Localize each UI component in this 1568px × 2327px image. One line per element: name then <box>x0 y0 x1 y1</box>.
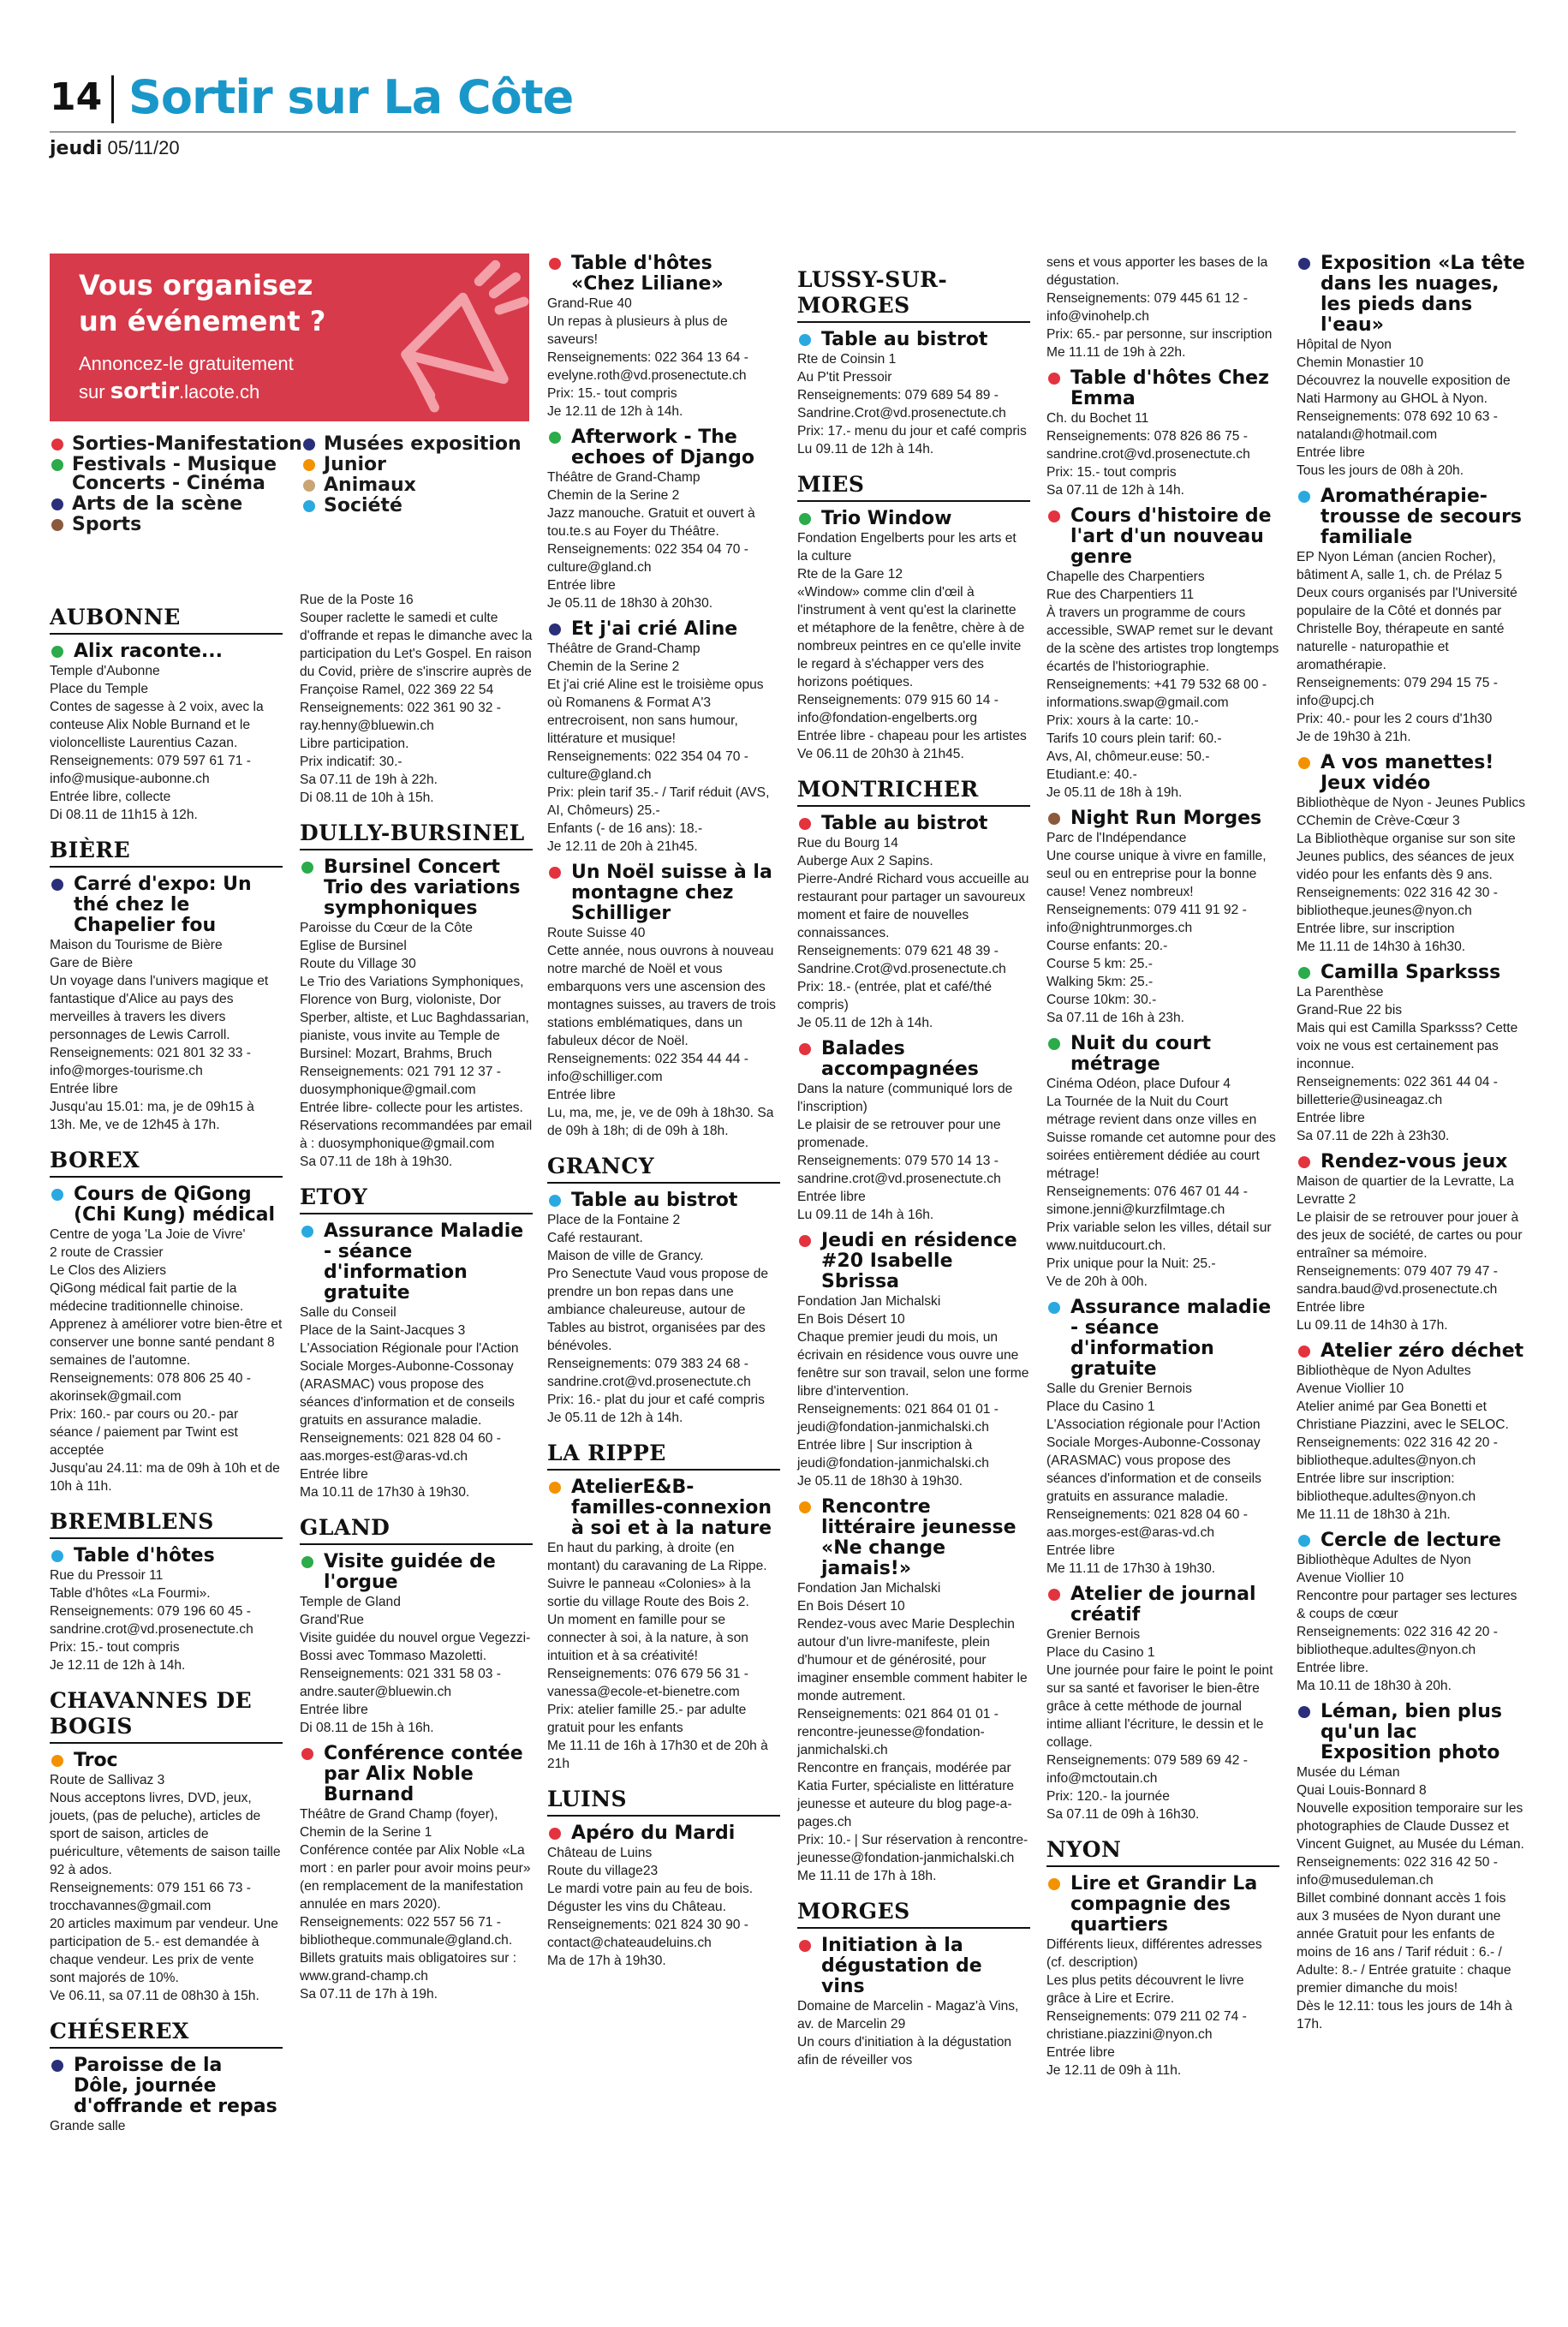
event-listing[interactable] <box>1046 254 1279 361</box>
event-listing[interactable] <box>547 254 780 421</box>
event-title-text: Rendez-vous jeux <box>1321 1151 1508 1172</box>
event-details: Parc de l'Indépendance Une course unique à vivre en famille, seul ou en entreprise pour la bonne cause! Venez nombreux! Renseignements: 079 411 91 92 - info@nightrunmorges.ch Course enfants: 20.- Course 5 km: 25.- Walking 5km: 25.- Course 10km: 30.- Sa 07.11 de 16h à 23h. <box>1046 831 1267 1025</box>
legend-label: Animaux <box>324 474 416 496</box>
town-heading: ETOY <box>300 1184 533 1214</box>
banner-brand: sortir <box>110 379 180 404</box>
event-title-text: Assurance maladie - séance d'information gratuite <box>1070 1297 1272 1380</box>
event-details: Musée du Léman Quai Louis-Bonnard 8 Nouvelle exposition temporaire sur les photographies de Claude Dussez et Vincent Guignet, au Musée du Léman. Renseignements: 022 316 42 50 - info@museduleman.ch Billet combiné donnant accès 1 fois aux 3 musées de Nyon durant une année Gratuit pour les enfants de moins de 16 ans / Tarif réduit : 6.- / Adulte: 8.- / Entrée gratuite : chaque premier dimanche du mois! Dès le 12.11: tous les jours de 14h à 17h. <box>1297 1765 1524 2032</box>
event-listing[interactable] <box>1046 1298 1279 1578</box>
category-dot-icon <box>1048 1589 1060 1601</box>
event-listing[interactable] <box>1046 506 1279 802</box>
event-listing[interactable] <box>1297 486 1529 746</box>
event-details: Maison du Tourisme de Bière Gare de Bière Un voyage dans l'univers magique et fantastique d'Alice au pays des merveilles à travers les divers personnages de Lewis Carroll. Renseignements: 021 801 32 33 - info@morges-tourisme.ch Entrée libre Jusqu'au 15.01: ma, je de 09h15 à 13h. Me, ve de 12h45 à 17h. <box>50 938 269 1132</box>
event-listing[interactable] <box>300 1744 533 2003</box>
legend-label: Sorties-Manifestation <box>72 433 302 455</box>
event-title-text: Exposition «La tête dans les nuages, les pieds dans l'eau» <box>1321 253 1525 336</box>
town-heading: MIES <box>797 472 1030 502</box>
event-title <box>547 427 780 468</box>
event-title-text: Balades accompagnées <box>821 1038 979 1080</box>
legend-label: Société <box>324 495 402 516</box>
category-dot-icon <box>799 334 811 346</box>
event-title-text: Table au bistrot <box>571 1190 738 1211</box>
legend-right <box>301 435 522 517</box>
event-listing[interactable] <box>50 641 283 824</box>
event-title <box>797 1497 1030 1579</box>
category-dot-icon <box>1298 258 1310 270</box>
town-heading: CHAVANNES DE BOGIS <box>50 1688 283 1744</box>
event-title-text: Assurance Maladie - séance d'information gratuite <box>324 1220 524 1304</box>
issue-date-value: 05/11/20 <box>107 137 180 158</box>
event-title <box>1046 1034 1279 1075</box>
event-listing[interactable] <box>1046 368 1279 499</box>
event-title <box>1046 1874 1279 1936</box>
event-details: Domaine de Marcelin - Magaz'à Vins, av. de Marcelin 29 Un cours d'initiation à la dégustation afin de réveiller vos <box>797 1999 1019 2067</box>
event-listing[interactable] <box>797 814 1030 1032</box>
event-details: Salle du Grenier Bernois Place du Casino 1 L'Association régionale pour l'Action Sociale Morges-Aubonne-Cossonay (ARASMAC) vous propose des séances d'information et de conseils gratuits en assurance maladie. Renseignements: 021 828 04 60 - aas.morges-est@aras-vd.ch Entrée libre Me 11.11 de 17h30 à 19h30. <box>1046 1381 1261 1576</box>
event-listing[interactable] <box>50 1751 283 2005</box>
town-heading: GLAND <box>300 1515 533 1545</box>
event-details: Place de la Fontaine 2 Café restaurant. Maison de ville de Grancy. Pro Senectute Vaud vous propose de prendre un bon repas dans une ambiance chaleureuse, autour de Tables au bistrot, organisées par des bénévoles. Renseignements: 079 383 24 68 - sandrine.crot@vd.prosenectute.ch Prix: 16.- plat du jour et café compris Je 05.11 de 12h à 14h. <box>547 1213 769 1425</box>
event-listing[interactable] <box>50 874 283 1134</box>
event-title <box>300 1552 533 1593</box>
category-dot-icon <box>1298 491 1310 503</box>
event-listing[interactable] <box>300 591 533 807</box>
event-title-text: Camilla Sparksss <box>1321 962 1501 983</box>
event-details: Rue de la Poste 16 Souper raclette le samedi et culte d'offrande et repas le dimanche avec la participation du Let's Gospel. En raison du Covid, prière de s'inscrire auprès de Françoise Ramel, 022 369 22 54 Renseignements: 022 361 90 32 - ray.henny@bluewin.ch Libre participation. Prix indicatif: 30.- Sa 07.11 de 19h à 22h. Di 08.11 de 10h à 15h. <box>300 593 533 805</box>
event-title <box>1297 254 1529 336</box>
event-details: Salle du Conseil Place de la Saint-Jacques 3 L'Association Régionale pour l'Action Sociale Morges-Aubonne-Cossonay (ARASMAC) vous propose des séances d'information et de conseils gratuits en assurance maladie. Renseignements: 021 828 04 60 - aas.morges-est@aras-vd.ch Entrée libre Ma 10.11 de 17h30 à 19h30. <box>300 1305 519 1500</box>
event-title <box>1297 1152 1529 1172</box>
town-heading: CHÉSEREX <box>50 2019 283 2049</box>
category-dot-icon <box>549 1482 561 1494</box>
event-details: Ch. du Bochet 11 Renseignements: 078 826 86 75 - sandrine.crot@vd.prosenectute.ch Prix: 15.- tout compris Sa 07.11 de 12h à 14h. <box>1046 411 1250 498</box>
event-title-text: Troc <box>74 1750 118 1771</box>
legend-label: Arts de la scène <box>72 493 243 515</box>
banner-sur: sur <box>79 381 105 403</box>
megaphone-icon <box>373 257 529 420</box>
banner-link[interactable] <box>79 379 259 405</box>
event-listing[interactable] <box>797 509 1030 763</box>
category-dot-icon <box>799 1043 811 1055</box>
category-dot-icon <box>51 519 63 531</box>
category-dot-icon <box>301 1226 313 1238</box>
event-details: Chapelle des Charpentiers Rue des Charpentiers 11 À travers un programme de cours accessible, SWAP remet sur le devant de la scène des artistes trop longtemps écartés de l'historiographie. Renseignements: +41 79 532 68 00 - informations.swap@gmail.com Prix: xours à la carte: 10.- Tarifs 10 cours plein tarif: 60.- Avs, AI, chômeur.euse: 50.- Etudiant.e: 40.- Je 05.11 de 18h à 19h. <box>1046 570 1279 800</box>
event-listing[interactable] <box>797 1231 1030 1490</box>
town-heading: GRANCY <box>547 1154 780 1184</box>
category-dot-icon <box>51 498 63 510</box>
event-title <box>300 1221 533 1304</box>
event-details: Bibliothèque de Nyon - Jeunes Publics CChemin de Crève-Cœur 3 La Bibliothèque organise sur son site Jeunes publics, des séances de jeux vidéo pour les enfants dès 9 ans. Renseignements: 022 316 42 30 - bibliotheque.jeunes@nyon.ch Entrée libre, sur inscription Me 11.11 de 14h30 à 16h30. <box>1297 796 1525 954</box>
town-heading: BIÈRE <box>50 838 283 868</box>
agenda-column-5 <box>1046 254 1279 2086</box>
event-title <box>1046 506 1279 568</box>
event-details: Différents lieux, différentes adresses (cf. description) Les plus petits découvrent le livre grâce à Lire et Ecrire. Renseignements: 079 211 02 74 - christiane.piazzini@nyon.ch Entrée libre Je 12.11 de 09h à 11h. <box>1046 1937 1262 2078</box>
town-heading: BREMBLENS <box>50 1509 283 1539</box>
town-heading: DULLY-BURSINEL <box>300 820 533 850</box>
event-title-text: Initiation à la dégustation de vins <box>821 1935 982 1997</box>
event-title <box>797 509 1030 529</box>
event-details: Théâtre de Grand-Champ Chemin de la Serine 2 Jazz manouche. Gratuit et ouvert à tou.te.s au Foyer du Théâtre. Renseignements: 022 354 04 70 - culture@gland.ch Entrée libre Je 05.11 de 18h30 à 20h30. <box>547 470 755 611</box>
event-title-text: A vos manettes! Jeux vidéo <box>1321 752 1494 794</box>
event-title-text: Alix raconte... <box>74 641 223 662</box>
issue-date <box>50 137 180 159</box>
event-title <box>1297 963 1529 983</box>
event-details: Temple d'Aubonne Place du Temple Contes de sagesse à 2 voix, avec la conteuse Alix Noble Burnand et le violoncelliste Laurentius Cazan. Renseignements: 079 597 61 71 - info@musique-aubonne.ch Entrée libre, collecte Di 08.11 de 11h15 à 12h. <box>50 664 264 822</box>
category-dot-icon <box>1298 1706 1310 1718</box>
event-details: Rte de Coinsin 1 Au P'tit Pressoir Renseignements: 079 689 54 89 - Sandrine.Crot@vd.prosenectute.ch Prix: 17.- menu du jour et café compris Lu 09.11 de 12h à 14h. <box>797 352 1027 456</box>
event-title <box>50 1751 283 1771</box>
event-title-text: Visite guidée de l'orgue <box>324 1551 496 1593</box>
event-details: Fondation Jan Michalski En Bois Désert 10 Rendez-vous avec Marie Desplechin autour d'un livre-manifeste, plein d'humour et de générosité, pour imaginer ensemble comment habiter le monde autrement. Renseignements: 021 864 01 01 - rencontre-jeunesse@fondation-janmichalski.ch Rencontre en français, modérée par Katia Furter, spécialiste en littérature jeunesse et auteure du blog page-a-pages.ch Prix: 10.- | Sur réservation à rencontre-jeunesse@fondation-janmichalski.ch Me 11.11 de 17h à 18h. <box>797 1581 1028 1883</box>
category-dot-icon <box>1298 1345 1310 1357</box>
event-listing[interactable] <box>1297 254 1529 480</box>
category-dot-icon <box>1048 373 1060 385</box>
event-title-text: Atelier de journal créatif <box>1070 1584 1256 1626</box>
event-details: Château de Luins Route du village23 Le mardi votre pain au feu de bois. Déguster les vins du Château. Renseignements: 021 824 30 90 - contact@chateaudeluins.ch Ma de 17h à 19h30. <box>547 1846 754 1968</box>
category-dot-icon <box>1048 1302 1060 1314</box>
event-title <box>50 1546 283 1566</box>
event-title <box>1297 753 1529 794</box>
event-details: sens et vous apporter les bases de la dégustation. Renseignements: 079 445 61 12 - info@vinohelp.ch Prix: 65.- par personne, sur inscription Me 11.11 de 19h à 22h. <box>1046 255 1273 360</box>
event-title <box>1046 368 1279 409</box>
category-dot-icon <box>1048 813 1060 825</box>
event-title-text: Afterwork - The echoes of Django <box>571 427 754 468</box>
event-title-text: Un Noël suisse à la montagne chez Schilliger <box>571 862 772 924</box>
event-details: Grand-Rue 40 Un repas à plusieurs à plus de saveurs! Renseignements: 022 364 13 64 - evelyne.roth@vd.prosenectute.ch Prix: 15.- tout compris Je 12.11 de 12h à 14h. <box>547 296 748 419</box>
header-divider <box>111 75 114 123</box>
category-dot-icon <box>1298 1156 1310 1168</box>
event-details: Maison de quartier de la Levratte, La Levratte 2 Le plaisir de se retrouver pour jouer à des jeux de société, de cartes ou pour entraîner sa mémoire. Renseignements: 079 407 79 47 - sandra.baud@vd.prosenectute.ch Entrée libre Lu 09.11 de 14h30 à 17h. <box>1297 1174 1523 1333</box>
legend-item <box>301 435 522 454</box>
event-title <box>50 1184 283 1226</box>
town-heading: LUSSY-SUR-MORGES <box>797 267 1030 323</box>
header-rule <box>50 131 1516 133</box>
event-listing[interactable] <box>1297 1341 1529 1524</box>
town-heading: NYON <box>1046 1837 1279 1867</box>
event-details: Théâtre de Grand-Champ Chemin de la Serine 2 Et j'ai crié Aline est le troisième opus où Romanens & Format A'3 entrecroisent, non sans humour, littérature et musique! Renseignements: 022 354 04 70 - culture@gland.ch Prix: plein tarif 35.- / Tarif réduit (AVS, AI, Chômeurs) 25.- Enfants (- de 16 ans): 18.- Je 12.11 de 20h à 21h45. <box>547 641 770 854</box>
event-title-text: Trio Window <box>821 508 952 529</box>
event-title <box>547 1477 780 1539</box>
event-listing[interactable] <box>300 857 533 1171</box>
legend-left <box>50 435 302 536</box>
category-dot-icon <box>51 459 63 471</box>
agenda-column-2 <box>300 591 533 2010</box>
event-title <box>1297 486 1529 548</box>
page-number: 14 <box>50 75 103 119</box>
legend-item <box>301 497 522 516</box>
event-title <box>797 1039 1030 1080</box>
category-dot-icon <box>303 500 315 512</box>
event-listing[interactable] <box>547 1190 780 1427</box>
event-listing[interactable] <box>1297 1152 1529 1334</box>
event-title-text: Conférence contée par Alix Noble Burnand <box>324 1743 523 1805</box>
event-title-text: Table d'hôtes <box>74 1545 215 1566</box>
category-dot-icon <box>799 513 811 525</box>
agenda-column-1 <box>50 591 283 2142</box>
event-title-text: Cours d'histoire de l'art d'un nouveau genre <box>1070 505 1272 568</box>
event-title <box>1297 1530 1529 1551</box>
category-dot-icon <box>1048 1878 1060 1890</box>
event-details: Temple de Gland Grand'Rue Visite guidée du nouvel orgue Vegezzi-Bossi avec Tommaso Mazoletti. Renseignements: 021 331 58 03 - andre.sauter@bluewin.ch Entrée libre Di 08.11 de 15h à 16h. <box>300 1595 531 1735</box>
event-details: Rue du Pressoir 11 Table d'hôtes «La Fourmi». Renseignements: 079 196 60 45 - sandrine.crot@vd.prosenectute.ch Prix: 15.- tout compris Je 12.11 de 12h à 14h. <box>50 1568 253 1673</box>
event-title-text: AtelierE&B-familles-connexion à soi et à la nature <box>571 1477 772 1539</box>
event-listing[interactable] <box>50 1184 283 1495</box>
category-dot-icon <box>549 867 561 879</box>
town-heading: MONTRICHER <box>797 777 1030 807</box>
category-dot-icon <box>549 432 561 444</box>
event-details: Dans la nature (communiqué lors de l'inscription) Le plaisir de se retrouver pour une promenade. Renseignements: 079 570 14 13 - sandrine.crot@vd.prosenectute.ch Entrée libre Lu 09.11 de 14h à 16h. <box>797 1082 1013 1222</box>
event-title-text: Night Run Morges <box>1070 808 1262 829</box>
event-title-text: Cours de QiGong (Chi Kung) médical <box>74 1184 276 1226</box>
town-heading: LUINS <box>547 1787 780 1817</box>
section-title: Sortir sur La Côte <box>128 70 574 124</box>
category-dot-icon <box>549 258 561 270</box>
event-details: Bibliothèque de Nyon Adultes Avenue Viollier 10 Atelier animé par Gea Bonetti et Christiane Piazzini, avec le SELOC. Renseignements: 022 316 42 20 - bibliotheque.adultes@nyon.ch Entrée libre sur inscription: bibliotheque.adultes@nyon.ch Me 11.11 de 18h30 à 21h. <box>1297 1363 1509 1522</box>
event-title <box>50 874 283 936</box>
event-title-text: Apéro du Mardi <box>571 1823 736 1844</box>
event-title <box>797 814 1030 834</box>
page-header <box>50 72 1516 132</box>
event-title-text: Lire et Grandir La compagnie des quartiers <box>1070 1873 1258 1936</box>
category-dot-icon <box>799 1235 811 1247</box>
event-title <box>547 1190 780 1211</box>
town-heading: LA RIPPE <box>547 1441 780 1471</box>
event-listing[interactable] <box>797 1039 1030 1224</box>
event-details: Grenier Bernois Place du Casino 1 Une journée pour faire le point le point sur sa santé et favoriser le bien-être grâce à cette méthode de journal intime alliant l'écriture, le dessin et le collage. Renseignements: 079 589 69 42 - info@mctoutain.ch Prix: 120.- la journée Sa 07.11 de 09h à 16h30. <box>1046 1627 1273 1822</box>
event-listing[interactable] <box>1046 1874 1279 2079</box>
category-dot-icon <box>549 1195 561 1207</box>
event-details: Centre de yoga 'La Joie de Vivre' 2 route de Crassier Le Clos des Aliziers QiGong médical fait partie de la médecine traditionnelle chinoise. Apprenez à améliorer votre bien-être et conserver une bonne santé pendant 8 semaines de l'automne. Renseignements: 078 806 25 40 - akorinsek@gmail.com Prix: 160.- par cours ou 20.- par séance / paiement par Twint est acceptée Jusqu'au 24.11: ma de 09h à 10h et de 10h à 11h. <box>50 1227 283 1494</box>
event-title-text: Table au bistrot <box>821 329 988 350</box>
legend-item <box>301 456 522 474</box>
event-title-text: Rencontre littéraire jeunesse «Ne change jamais!» <box>821 1496 1017 1579</box>
event-title-text: Bursinel Concert Trio des variations symphoniques <box>324 856 521 919</box>
event-title <box>1046 1584 1279 1626</box>
event-listing[interactable] <box>547 862 780 1140</box>
event-title <box>797 1936 1030 1997</box>
event-title <box>1046 1298 1279 1380</box>
event-title <box>1046 808 1279 829</box>
banner-title: Vous organisez un événement ? <box>79 269 326 337</box>
legend-label: Sports <box>72 514 142 535</box>
legend-item <box>50 456 302 493</box>
event-listing[interactable] <box>1046 808 1279 1027</box>
category-dot-icon <box>549 624 561 635</box>
category-dot-icon <box>51 2060 63 2072</box>
category-dot-icon <box>301 862 313 874</box>
event-details: Paroisse du Cœur de la Côte Eglise de Bursinel Route du Village 30 Le Trio des Variations Symphoniques, Florence von Burg, violoniste, Dor Sperber, altiste, et Luc Baghdassarian, pianiste, vous invite au Temple de Bursinel: Mozart, Brahms, Bruch Renseignements: 021 791 12 37 - duosymphonique@gmail.com Entrée libre- collecte pour les artistes. Réservations recommandées par email à : duosymphonique@gmail.com Sa 07.11 de 18h à 19h30. <box>300 921 533 1169</box>
legend-label: Junior <box>324 454 387 475</box>
event-title-text: Atelier zéro déchet <box>1321 1340 1524 1362</box>
banner-subtitle: Annoncez-le gratuitement <box>79 353 294 374</box>
event-title-text: Paroisse de la Dôle, journée d'offrande et repas <box>74 2055 277 2117</box>
event-listing[interactable] <box>300 1221 533 1501</box>
event-details: Bibliothèque Adultes de Nyon Avenue Viollier 10 Rencontre pour partager ses lectures & coups de cœur Renseignements: 022 316 42 20 - bibliotheque.adultes@nyon.ch Entrée libre. Ma 10.11 de 18h30 à 20h. <box>1297 1553 1517 1693</box>
event-title-text: Carré d'expo: Un thé chez le Chapelier fou <box>74 874 252 936</box>
event-title <box>300 857 533 919</box>
agenda-column-3 <box>547 254 780 1977</box>
event-listing[interactable] <box>547 619 780 856</box>
event-title-text: Aromathérapie-trousse de secours familiale <box>1321 486 1523 548</box>
event-details: Route Suisse 40 Cette année, nous ouvrons à nouveau notre marché de Noël et vous embarquons vers une ascension des montagnes suisses, au travers de trois stations emblématiques, dans un fabuleux décor de Noël. Renseignements: 022 354 44 44 - info@schilliger.com Entrée libre Lu, ma, me, je, ve de 09h à 18h30. Sa de 09h à 18h; di de 09h à 18h. <box>547 926 776 1138</box>
event-title <box>547 254 780 295</box>
category-dot-icon <box>799 1501 811 1513</box>
event-details: Fondation Jan Michalski En Bois Désert 10 Chaque premier jeudi du mois, un écrivain en résidence vous ouvre une fenêtre sur son travail, selon une forme libre d'intervention. Renseignements: 021 864 01 01 - jeudi@fondation-janmichalski.ch Entrée libre | Sur inscription à jeudi@fondation-janmichalski.ch Je 05.11 de 18h30 à 19h30. <box>797 1294 1029 1489</box>
event-listing[interactable] <box>50 2056 283 2135</box>
event-title <box>547 1823 780 1844</box>
event-listing[interactable] <box>1046 1034 1279 1291</box>
event-title <box>797 330 1030 350</box>
category-dot-icon <box>51 879 63 891</box>
event-title-text: Léman, bien plus qu'un lac Exposition photo <box>1321 1701 1502 1763</box>
category-dot-icon <box>1048 1038 1060 1050</box>
event-title-text: Table au bistrot <box>821 813 988 834</box>
banner-domain: .lacote.ch <box>179 381 260 403</box>
category-dot-icon <box>799 818 811 830</box>
event-title <box>547 619 780 640</box>
event-listing[interactable] <box>797 330 1030 458</box>
agenda-column-6 <box>1297 254 1529 2040</box>
event-title <box>50 641 283 662</box>
event-title <box>797 1231 1030 1292</box>
event-title <box>1297 1341 1529 1362</box>
category-dot-icon <box>51 439 63 450</box>
event-details: La Parenthèse Grand-Rue 22 bis Mais qui est Camilla Sparksss? Cette voix ne vous est certainement pas inconnue. Renseignements: 022 361 44 04 - billetterie@usineagaz.ch Entrée libre Sa 07.11 de 22h à 23h30. <box>1297 985 1518 1143</box>
event-title <box>547 862 780 924</box>
event-listing[interactable] <box>1046 1584 1279 1823</box>
agenda-column-4 <box>797 254 1030 2076</box>
legend-item <box>50 495 302 514</box>
category-dot-icon <box>303 439 315 450</box>
category-dot-icon <box>1298 967 1310 979</box>
legend-item <box>50 435 302 454</box>
event-listing[interactable] <box>547 1823 780 1970</box>
event-title-text: Et j'ai crié Aline <box>571 618 738 640</box>
event-title-text: Jeudi en résidence #20 Isabelle Sbrissa <box>821 1230 1017 1292</box>
event-listing[interactable] <box>50 1546 283 1674</box>
event-listing[interactable] <box>797 1936 1030 2069</box>
event-details: Fondation Engelberts pour les arts et la culture Rte de la Gare 12 «Window» comme clin d'œil à l'instrument à vent qu'est la clarinette et métaphore de la fenêtre, chère à de nombreux peintres en ce qu'elle invite le regard à s'échapper vers des horizons poétiques. Renseignements: 079 915 60 14 - info@fondation-engelberts.org Entrée libre - chapeau pour les artistes Ve 06.11 de 20h30 à 21h45. <box>797 531 1027 761</box>
event-title-text: Table d'hôtes «Chez Liliane» <box>571 253 724 295</box>
category-dot-icon <box>51 646 63 658</box>
event-details: Route de Sallivaz 3 Nous acceptons livres, DVD, jeux, jouets, (pas de peluche), articles de sport de saison, articles de puériculture, vêtements de saison taille 92 à ados. Renseignements: 079 151 66 73 - trocchavannes@gmail.com 20 articles maximum par vendeur. Une participation de 5.- est demandée à chaque vendeur. Les prix de vente sont majorés de 10%. Ve 06.11, sa 07.11 de 08h30 à 15h. <box>50 1773 281 2003</box>
category-dot-icon <box>799 1940 811 1952</box>
event-details: En haut du parking, à droite (en montant) du caravaning de La Rippe. Suivre le panneau «Colonies» à la sortie du village Route des Bois 2. Un moment en famille pour se connecter à soi, à la nature, à son intuition et à sa créativité! Renseignements: 076 679 56 31 - vanessa@ecole-et-bienetre.com Prix: atelier famille 25.- par adulte gratuit pour les enfants Me 11.11 de 16h à 17h30 et de 20h à 21h <box>547 1541 768 1771</box>
category-dot-icon <box>51 1550 63 1562</box>
legend-item <box>50 516 302 534</box>
category-dot-icon <box>301 1748 313 1760</box>
event-listing[interactable] <box>1297 1702 1529 2033</box>
legend-item <box>301 476 522 495</box>
event-title <box>300 1744 533 1805</box>
event-details: Hôpital de Nyon Chemin Monastier 10 Découvrez la nouvelle exposition de Nati Harmony au GHOL à Nyon. Renseignements: 078 692 10 63 - natalandı@hotmail.com Entrée libre Tous les jours de 08h à 20h. <box>1297 337 1511 478</box>
event-listing[interactable] <box>797 1497 1030 1885</box>
promo-banner[interactable] <box>50 254 529 421</box>
event-details: Cinéma Odéon, place Dufour 4 La Tournée de la Nuit du Court métrage revient dans onze villes en Suisse romande cet automne pour des soirées entièrement dédiée au court métrage! Renseignements: 076 467 01 44 - simone.jenni@kurzfilmtage.ch Prix variable selon les villes, détail sur www.nuitducourt.ch. Prix unique pour la Nuit: 25.- Ve de 20h à 00h. <box>1046 1077 1276 1289</box>
legend-label: Festivals - Musique Concerts - Cinéma <box>72 454 277 494</box>
category-dot-icon <box>303 480 315 492</box>
legend-label: Musées exposition <box>324 433 522 455</box>
event-title-text: Nuit du court métrage <box>1070 1033 1212 1075</box>
category-dot-icon <box>549 1828 561 1840</box>
event-listing[interactable] <box>1297 963 1529 1145</box>
issue-day: jeudi <box>50 138 103 159</box>
event-details: Théâtre de Grand Champ (foyer), Chemin de la Serine 1 Conférence contée par Alix Noble «La mort : en parler pour avoir moins peur» (en remplacement de la manifestation annulée en mars 2020). Renseignements: 022 557 56 71 - bibliotheque.communale@gland.ch. Billets gratuits mais obligatoires sur : www.grand-champ.ch Sa 07.11 de 17h à 19h. <box>300 1807 531 2002</box>
event-listing[interactable] <box>300 1552 533 1737</box>
category-dot-icon <box>1048 510 1060 522</box>
event-listing[interactable] <box>1297 753 1529 956</box>
event-title-text: Cercle de lecture <box>1321 1530 1501 1551</box>
event-details: Rue du Bourg 14 Auberge Aux 2 Sapins. Pierre-André Richard vous accueille au restaurant pour partager un savoureux moment et faire de nouvelles connaissances. Renseignements: 079 621 48 39 - Sandrine.Crot@vd.prosenectute.ch Prix: 18.- (entrée, plat et café/thé compris) Je 05.11 de 12h à 14h. <box>797 836 1029 1030</box>
category-dot-icon <box>1298 757 1310 769</box>
event-title <box>1297 1702 1529 1763</box>
event-title-text: Table d'hôtes Chez Emma <box>1070 367 1269 409</box>
event-listing[interactable] <box>547 427 780 612</box>
event-listing[interactable] <box>547 1477 780 1773</box>
category-dot-icon <box>51 1755 63 1767</box>
category-dot-icon <box>301 1556 313 1568</box>
category-dot-icon <box>1298 1535 1310 1547</box>
event-details: EP Nyon Léman (ancien Rocher), bâtiment A, salle 1, ch. de Prélaz 5 Deux cours organisés par l'Université populaire de la Côté et donnés par Christelle Boy, thérapeute en santé naturelle - naturopathie et aromathérapie. Renseignements: 079 294 15 75 - info@upcj.ch Prix: 40.- pour les 2 cours d'1h30 Je de 19h30 à 21h. <box>1297 550 1517 744</box>
event-listing[interactable] <box>1297 1530 1529 1695</box>
category-dot-icon <box>51 1189 63 1201</box>
event-title <box>50 2056 283 2117</box>
town-heading: MORGES <box>797 1899 1030 1929</box>
category-dot-icon <box>303 459 315 471</box>
town-heading: AUBONNE <box>50 605 283 635</box>
event-details: Grande salle <box>50 2119 126 2133</box>
town-heading: BOREX <box>50 1148 283 1178</box>
